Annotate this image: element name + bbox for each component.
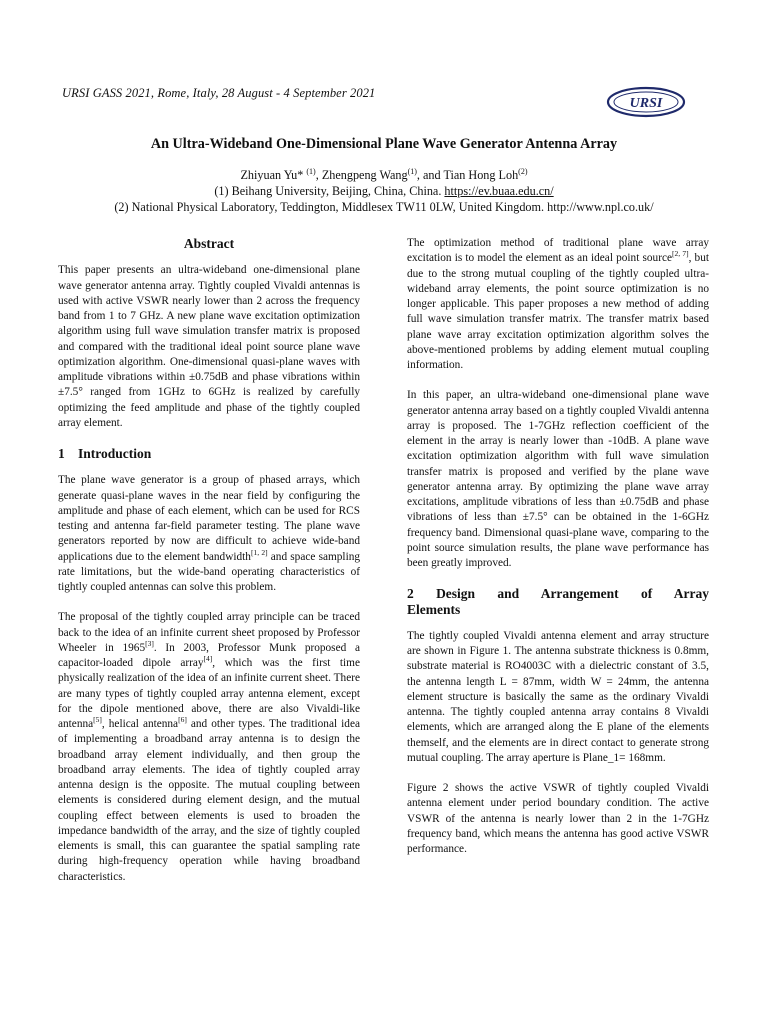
- intro-paragraph-4: In this paper, an ultra-wideband one-dimensional plane wave generator antenna array based on a tightly coupled Vivaldi antenna array is proposed. The 1-7GHz reflection coefficient of the element in the array is nearly lower than -10dB. A plane wave excitation optimization algorithm with full wave simulation transfer matrix is proposed and verified by the plane wave generator antenna array. By optimizing the plane wave array excitations, amplitude vibrations of less than ±0.75dB and phase vibrations of less than ±7.5° can be obtained in the 1-6GHz frequency band. Dimensional quasi-plane wave, comparing to the point source simulation results, the plane wave performance has been greatly improved.: [407, 389, 709, 569]
- text-run: . In 2003, Professor Munk proposed a capacitor-loaded dipole array: [58, 641, 360, 669]
- affiliation-1-text: (1) Beihang University, Beijing, China, China.: [214, 184, 445, 199]
- intro-paragraph-1: [58, 473, 360, 595]
- affiliation-1-link[interactable]: https://ev.buaa.edu.cn/: [444, 184, 554, 199]
- ursi-logo: [606, 84, 686, 120]
- citation: [2, 7]: [671, 249, 689, 259]
- intro-paragraph-2: [58, 610, 360, 885]
- text-run: , but due to the strong mutual coupling of the tightly coupled ultra-wideband array elements, the point source optimization is no longer applicable. This paper proposes a new method of adding full wave simulation transfer matrix. The transfer matrix based plane wave array excitation optimization algorithm solves the above-mentioned problems by adding element mutual coupling information.: [407, 252, 709, 371]
- affiliation-1: [0, 183, 768, 199]
- author-separator: ,: [315, 168, 322, 183]
- section-1-heading: [58, 446, 360, 461]
- left-column: [58, 236, 360, 900]
- abstract-text: This paper presents an ultra-wideband one-dimensional plane wave generator antenna array. Tightly coupled Vivaldi antennas is used with active VSWR nearly lower than 2 across the frequency band from 1 to 7 GHz. A new plane wave excitation optimization algorithm using full wave simulation transfer matrix is proposed and compared with the traditional ideal point source plane wave optimization algorithm. One-dimensional quasi-plane waves with amplitude vibrations within ±0.75dB and phase vibrations within ±7.5° ranged from 1GHz to 6GHz is realized by carefully optimizing the feed amplitude and phase of the tightly coupled array element.: [58, 264, 360, 429]
- section-2-number: 2: [407, 586, 414, 602]
- ursi-logo-text: URSI: [629, 96, 663, 111]
- citation: [3]: [145, 638, 154, 648]
- author-2-affil: (1): [407, 167, 417, 176]
- author-1: Zhiyuan Yu*: [240, 168, 304, 183]
- citation: [4]: [203, 654, 213, 664]
- section-1-title: Introduction: [78, 446, 152, 461]
- author-block: [0, 164, 768, 215]
- intro-paragraph-3: [407, 236, 709, 373]
- text-run: The optimization method of traditional plane wave array excitation is to model the element as an ideal point source: [407, 237, 709, 265]
- section-1-number: 1: [58, 446, 65, 461]
- author-line: [0, 164, 768, 183]
- section-2-title-line-1: Design and Arrangement of Array: [436, 586, 710, 602]
- affiliation-2: (2) National Physical Laboratory, Teddington, Middlesex TW11 0LW, United Kingdom. http://www.npl.co.uk/: [114, 200, 654, 215]
- text-run: , helical antenna: [101, 718, 179, 730]
- section-2-heading: [407, 586, 709, 601]
- author-3: Tian Hong Loh: [443, 168, 519, 183]
- abstract-heading: Abstract: [183, 236, 235, 251]
- text-run: The plane wave generator is a group of phased arrays, which generate quasi-plane waves in the near field by configuring the amplitude and phase of each element, which can be used for RCS testing and antenna far-field parameter testing. The plane wave generators reported by now are difficult to achieve wide-band applications due to the element bandwidth: [58, 474, 360, 563]
- paper-title: An Ultra-Wideband One-Dimensional Plane Wave Generator Antenna Array: [150, 136, 618, 152]
- citation: [6]: [178, 715, 187, 725]
- text-run: and other types. The traditional idea of implementing a broadband array antenna is to design the broadband array element individually, and then group the broadband array elements. The idea of tightly coupled array antenna design is the opposite. The mutual coupling between elements is considered during element design, and the mutual coupling effect between elements is used to broaden the impedance bandwidth of the array, and the size of tightly coupled elements is small, this can guarantee the spatial sampling rate during high-frequency operation while having broadband characteristics.: [58, 718, 360, 883]
- conference-header: URSI GASS 2021, Rome, Italy, 28 August - 4 September 2021: [62, 86, 376, 100]
- author-1-affil: (1): [306, 167, 316, 176]
- author-separator: , and: [416, 168, 444, 183]
- right-column: [407, 236, 709, 872]
- author-3-affil: (2): [518, 167, 528, 176]
- author-2: Zhengpeng Wang: [321, 168, 408, 183]
- section-2-heading-cont: Elements: [407, 601, 461, 617]
- design-paragraph-2: Figure 2 shows the active VSWR of tightly coupled Vivaldi antenna element under period boundary condition. The active VSWR of the antenna is nearly lower than 2 in the 1-7GHz frequency band, which means the antenna has good active VSWR performance.: [407, 782, 709, 855]
- design-paragraph-1: The tightly coupled Vivaldi antenna element and array structure are shown in Figure 1. The antenna substrate thickness is 0.8mm, substrate material is RO4003C with a dielectric constant of 3.5, the antenna length L = 87mm, width W = 24mm, the antenna element structure is basically the same as the ordinary Vivaldi antenna. The tightly coupled antenna array contains 8 Vivaldi elements, which are arranged along the E plane of the elements themself, and the elements are in direct contact to generate strong mutual coupling. The array aperture is Plane_1= 168mm.: [407, 629, 709, 764]
- citation: [1, 2]: [250, 547, 268, 557]
- text-run: , which was the first time physically realization of the idea of an infinite current sheet. There are many types of tightly coupled array antenna element, except for the dipole mentioned above, there are also Vivaldi-like antenna: [58, 657, 360, 730]
- text-run: and space sampling rate limitations, but the wide-band operating characteristics of tightly coupled antennas can solve this problem.: [58, 550, 360, 593]
- citation: [5]: [93, 715, 102, 725]
- text-run: The proposal of the tightly coupled array principle can be traced back to the idea of an infinite current sheet proposed by Professor Wheeler in 1965: [58, 611, 360, 654]
